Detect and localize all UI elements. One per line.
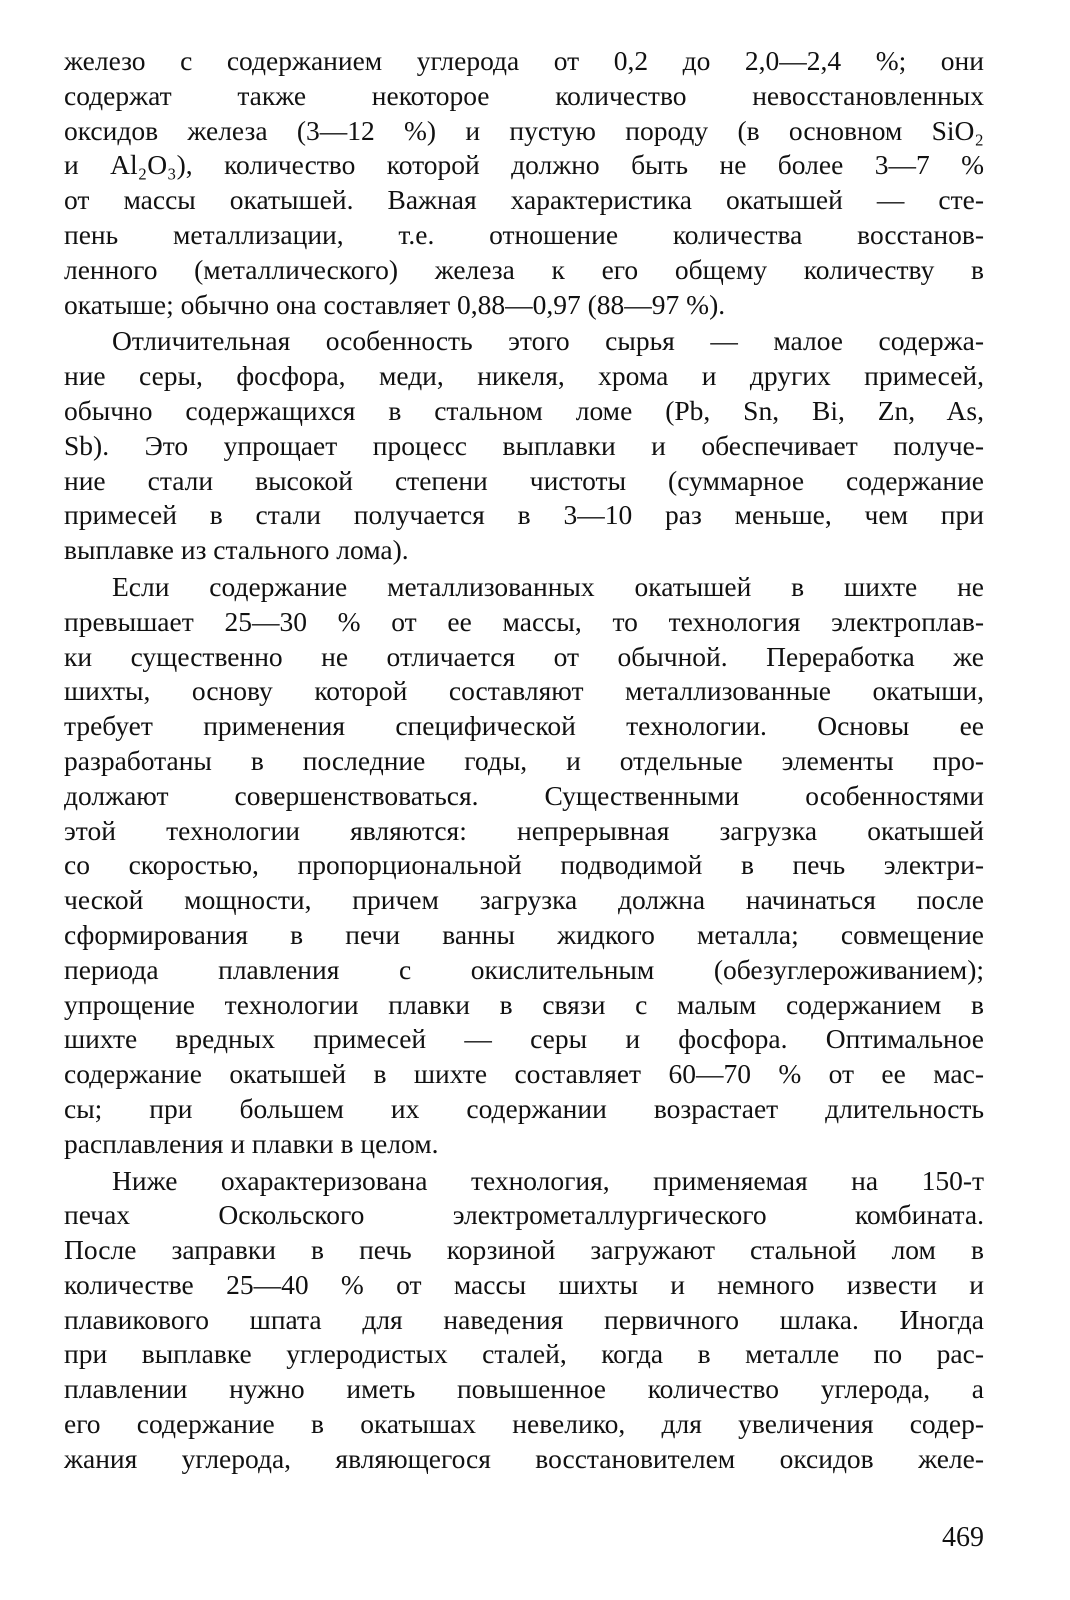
text-line: сформирования в печи ванны жидкого металла; совмещение — [64, 918, 984, 950]
text-line: разработаны в последние годы, и отдельные элементы про- — [64, 744, 984, 776]
text-line: этой технологии являются: непрерывная загрузка окатышей — [64, 814, 984, 846]
text-line: ние серы, фосфора, меди, никеля, хрома и других примесей, — [64, 360, 984, 392]
text-line: его содержание в окатышах невелико, для увеличения содер- — [64, 1408, 984, 1440]
paragraph-3 — [64, 570, 984, 1162]
text-line: содержание окатышей в шихте составляет 60—70 % от ее мас- — [64, 1058, 984, 1090]
text-line: жания углерода, являющегося восстановителем оксидов желе- — [64, 1442, 984, 1474]
text-line: сы; при большем их содержании возрастает длительность — [64, 1092, 984, 1124]
paragraph-4 — [64, 1164, 984, 1477]
text-line: ческой мощности, причем загрузка должна начинаться после — [64, 884, 984, 916]
text-line: ние стали высокой степени чистоты (суммарное содержание — [64, 464, 984, 496]
text-line: от массы окатышей. Важная характеристика окатышей — сте- — [64, 184, 984, 216]
text-line: плавикового шпата для наведения первичного шлака. Иногда — [64, 1303, 984, 1335]
text-line: окатыше; обычно она составляет 0,88—0,97 (88—97 %). — [64, 288, 726, 320]
text-line: шихте вредных примесей — серы и фосфора. Оптимальное — [64, 1023, 984, 1055]
paragraph-2 — [64, 324, 984, 568]
text-line: расплавления и плавки в целом. — [64, 1127, 439, 1159]
text-line: при выплавке углеродистых сталей, когда в металле по рас- — [64, 1338, 984, 1370]
text-line: должают совершенствоваться. Существенными особенностями — [64, 779, 984, 811]
text-line: выплавке из стального лома). — [64, 534, 409, 566]
text-line: После заправки в печь корзиной загружают стальной лом в — [64, 1234, 984, 1266]
text-line: пень металлизации, т.е. отношение количества восстанов- — [64, 218, 984, 250]
text-line: оксидов железа (3—12 %) и пустую породу (в основном SiO₂ — [64, 114, 984, 146]
text-line: упрощение технологии плавки в связи с малым содержанием в — [64, 988, 984, 1020]
text-line: количестве 25—40 % от массы шихты и немного извести и — [64, 1268, 984, 1300]
text-line: со скоростью, пропорциональной подводимой в печь электри- — [64, 849, 984, 881]
text-line: печах Оскольского электрометаллургического комбината. — [64, 1199, 984, 1231]
text-line: периода плавления с окислительным (обезуглероживанием); — [64, 953, 984, 985]
text-line: Sb). Это упрощает процесс выплавки и обеспечивает получе- — [64, 429, 984, 461]
text-line: плавлении нужно иметь повышенное количество углерода, а — [64, 1373, 984, 1405]
text-line: Если содержание металлизованных окатышей в шихте не — [112, 570, 984, 602]
text-line: примесей в стали получается в 3—10 раз меньше, чем при — [64, 499, 984, 531]
text-line: и Al₂O₃), количество которой должно быть не более 3—7 % — [64, 149, 984, 181]
text-line: превышает 25—30 % от ее массы, то технология электроплав- — [64, 605, 984, 637]
text-line: шихты, основу которой составляют металлизованные окатыши, — [64, 675, 984, 707]
page-body — [64, 44, 984, 1477]
text-line: ки существенно не отличается от обычной. Переработка же — [64, 640, 984, 672]
text-line: железо с содержанием углерода от 0,2 до 2,0—2,4 %; они — [64, 45, 984, 76]
text-line: содержат также некоторое количество невосстановленных — [64, 79, 984, 111]
text-line: ленного (металлического) железа к его общему количеству в — [64, 253, 984, 285]
text-line: Ниже охарактеризована технология, применяемая на 150-т — [112, 1164, 984, 1196]
page-number: 469 — [942, 1522, 984, 1553]
text-line: Отличительная особенность этого сырья — малое содержа- — [112, 325, 984, 357]
paragraph-1 — [64, 44, 984, 322]
text-line: обычно содержащихся в стальном ломе (Pb, Sn, Bi, Zn, As, — [64, 394, 984, 426]
text-line: требует применения специфической технологии. Основы ее — [64, 710, 984, 742]
